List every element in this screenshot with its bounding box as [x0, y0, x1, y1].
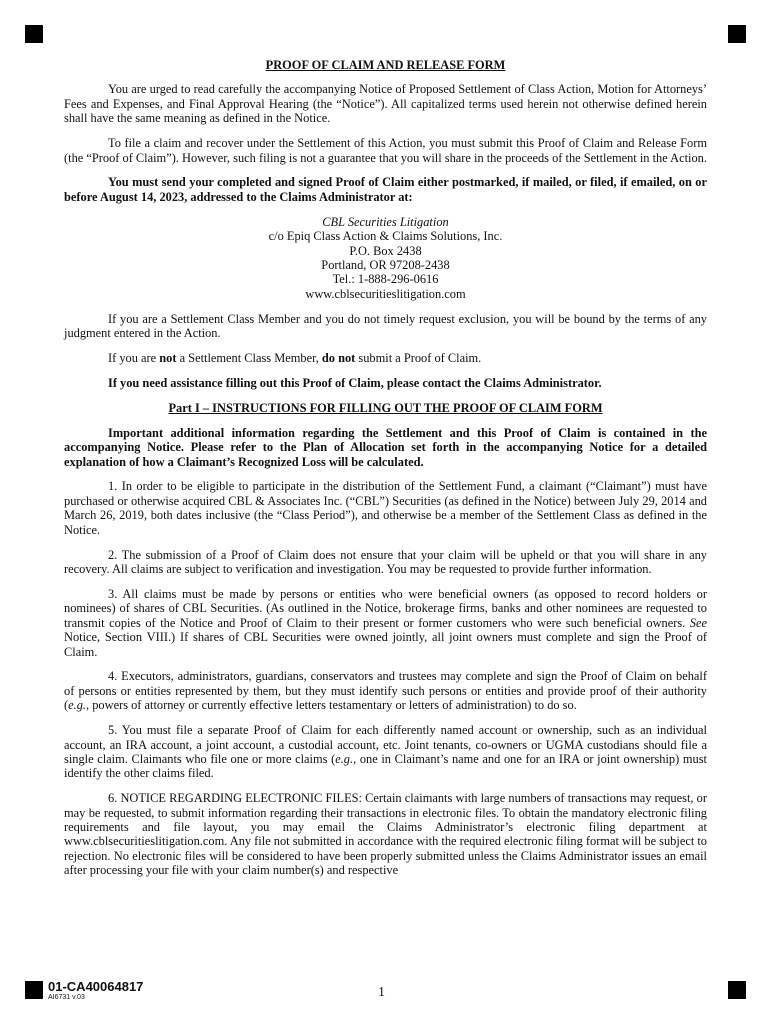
address-line-website: www.cblsecuritieslitigation.com [305, 286, 466, 301]
form-title: PROOF OF CLAIM AND RELEASE FORM [265, 58, 506, 72]
bound-by-judgment-paragraph: If you are a Settlement Class Member and you do not timely request exclusion, you will be bound by the terms of any judgment entered in the Action. [64, 311, 707, 341]
form-revision: AI6731 v.03 [48, 994, 85, 1001]
instruction-item-2: 2. The submission of a Proof of Claim does not ensure that your claim will be upheld or that you will share in any recovery. All claims are subject to verification and investigation. You may be requested to provide further information. [64, 547, 707, 576]
registration-mark-top-left [25, 25, 43, 43]
part1-heading: Part I – INSTRUCTIONS FOR FILLING OUT THE PROOF OF CLAIM FORM [168, 400, 603, 415]
deadline-paragraph: You must send your completed and signed Proof of Claim either postmarked, if mailed, or filed, if emailed, on or before August 14, 2023, addressed to the Claims Administrator at: [64, 175, 707, 204]
page-number: 1 [378, 985, 385, 1000]
address-line-company: c/o Epiq Class Action & Claims Solutions, Inc. [268, 229, 503, 244]
intro-paragraph-1: You are urged to read carefully the accompanying Notice of Proposed Settlement of Class Action, Motion for Attorneys’ Fees and Expenses, and Final Approval Hearing (the “Notice”). All capitalized terms used herein not otherwise defined herein shall have the same meaning as defined in the Notice. [64, 82, 707, 126]
instruction-item-6: 6. NOTICE REGARDING ELECTRONIC FILES: Certain claimants with large numbers of transactions may request, or may be requested, to submit information regarding their transactions in electronic files. To obtain the mandatory electronic filing requirements and file layout, you may email the Claims Administrator’s electronic filing department at www.cblsecuritieslitigation.com. Any file not submitted in accordance with the required electronic filing format will be subject to rejection. No electronic files will be considered to have been properly submitted unless the Claims Administrator issues an email after processing your file with your claim number(s) and respective [64, 791, 707, 878]
non-member-paragraph: If you are not a Settlement Class Member, do not submit a Proof of Claim. [108, 351, 482, 365]
instruction-item-5: 5. You must file a separate Proof of Claim for each differently named account or ownership, such as an individual account, an IRA account, a joint account, a custodial account, etc. Joint tenants, co-owners or UGMA custodians should file a single claim. Claimants who file one or more claims (e.g., one in Claimant’s name and one for an IRA or joint ownership) must identify the other claims filed. [64, 723, 707, 781]
instruction-item-3: 3. All claims must be made by persons or entities who were beneficial owners (as opposed to record holders or nominees) of shares of CBL Securities. (As outlined in the Notice, brokerage firms, banks and other nominees are requested to transmit copies of the Notice and Proof of Claim to their present or former customers who were such beneficial owners. See Notice, Section VIII.) If shares of CBL Securities were owned jointly, all joint owners must complete and sign the Proof of Claim. [64, 586, 707, 659]
registration-mark-bottom-left [25, 981, 43, 999]
assistance-paragraph: If you need assistance filling out this Proof of Claim, please contact the Claims Administrator. [108, 375, 602, 390]
address-line-case: CBL Securities Litigation [322, 214, 449, 229]
address-line-pobox: P.O. Box 2438 [349, 243, 422, 258]
intro-paragraph-2: To file a claim and recover under the Settlement of this Action, you must submit this Proof of Claim and Release Form (the “Proof of Claim”). However, such filing is not a guarantee that you will share in the proceeds of the Settlement in the Action. [64, 136, 707, 165]
instruction-item-4: 4. Executors, administrators, guardians, conservators and trustees may complete and sign the Proof of Claim on behalf of persons or entities represented by them, but they must identify such persons or entities and provide proof of their authority (e.g., powers of attorney or currently effective letters testamentary or letters of administration) to do so. [64, 669, 707, 713]
form-code: 01-CA40064817 [48, 979, 144, 994]
address-line-city: Portland, OR 97208-2438 [321, 257, 450, 272]
registration-mark-top-right [728, 25, 746, 43]
registration-mark-bottom-right [728, 981, 746, 999]
document-body [64, 58, 707, 888]
claims-administrator-address [64, 215, 707, 301]
important-info-paragraph: Important additional information regarding the Settlement and this Proof of Claim is contained in the accompanying Notice. Please refer to the Plan of Allocation set forth in the accompanying Notice for a detailed explanation of how a Claimant’s Recognized Loss will be calculated. [64, 425, 707, 469]
address-line-phone: Tel.: 1-888-296-0616 [332, 272, 439, 287]
instruction-item-1: 1. In order to be eligible to participate in the distribution of the Settlement Fund, a claimant (“Claimant”) must have purchased or otherwise acquired CBL & Associates Inc. (“CBL”) Securities (as defined in the Notice) between July 29, 2014 and March 26, 2019, both dates inclusive (the “Class Period”), and otherwise be a member of the Settlement Class as defined in the Notice. [64, 479, 707, 537]
